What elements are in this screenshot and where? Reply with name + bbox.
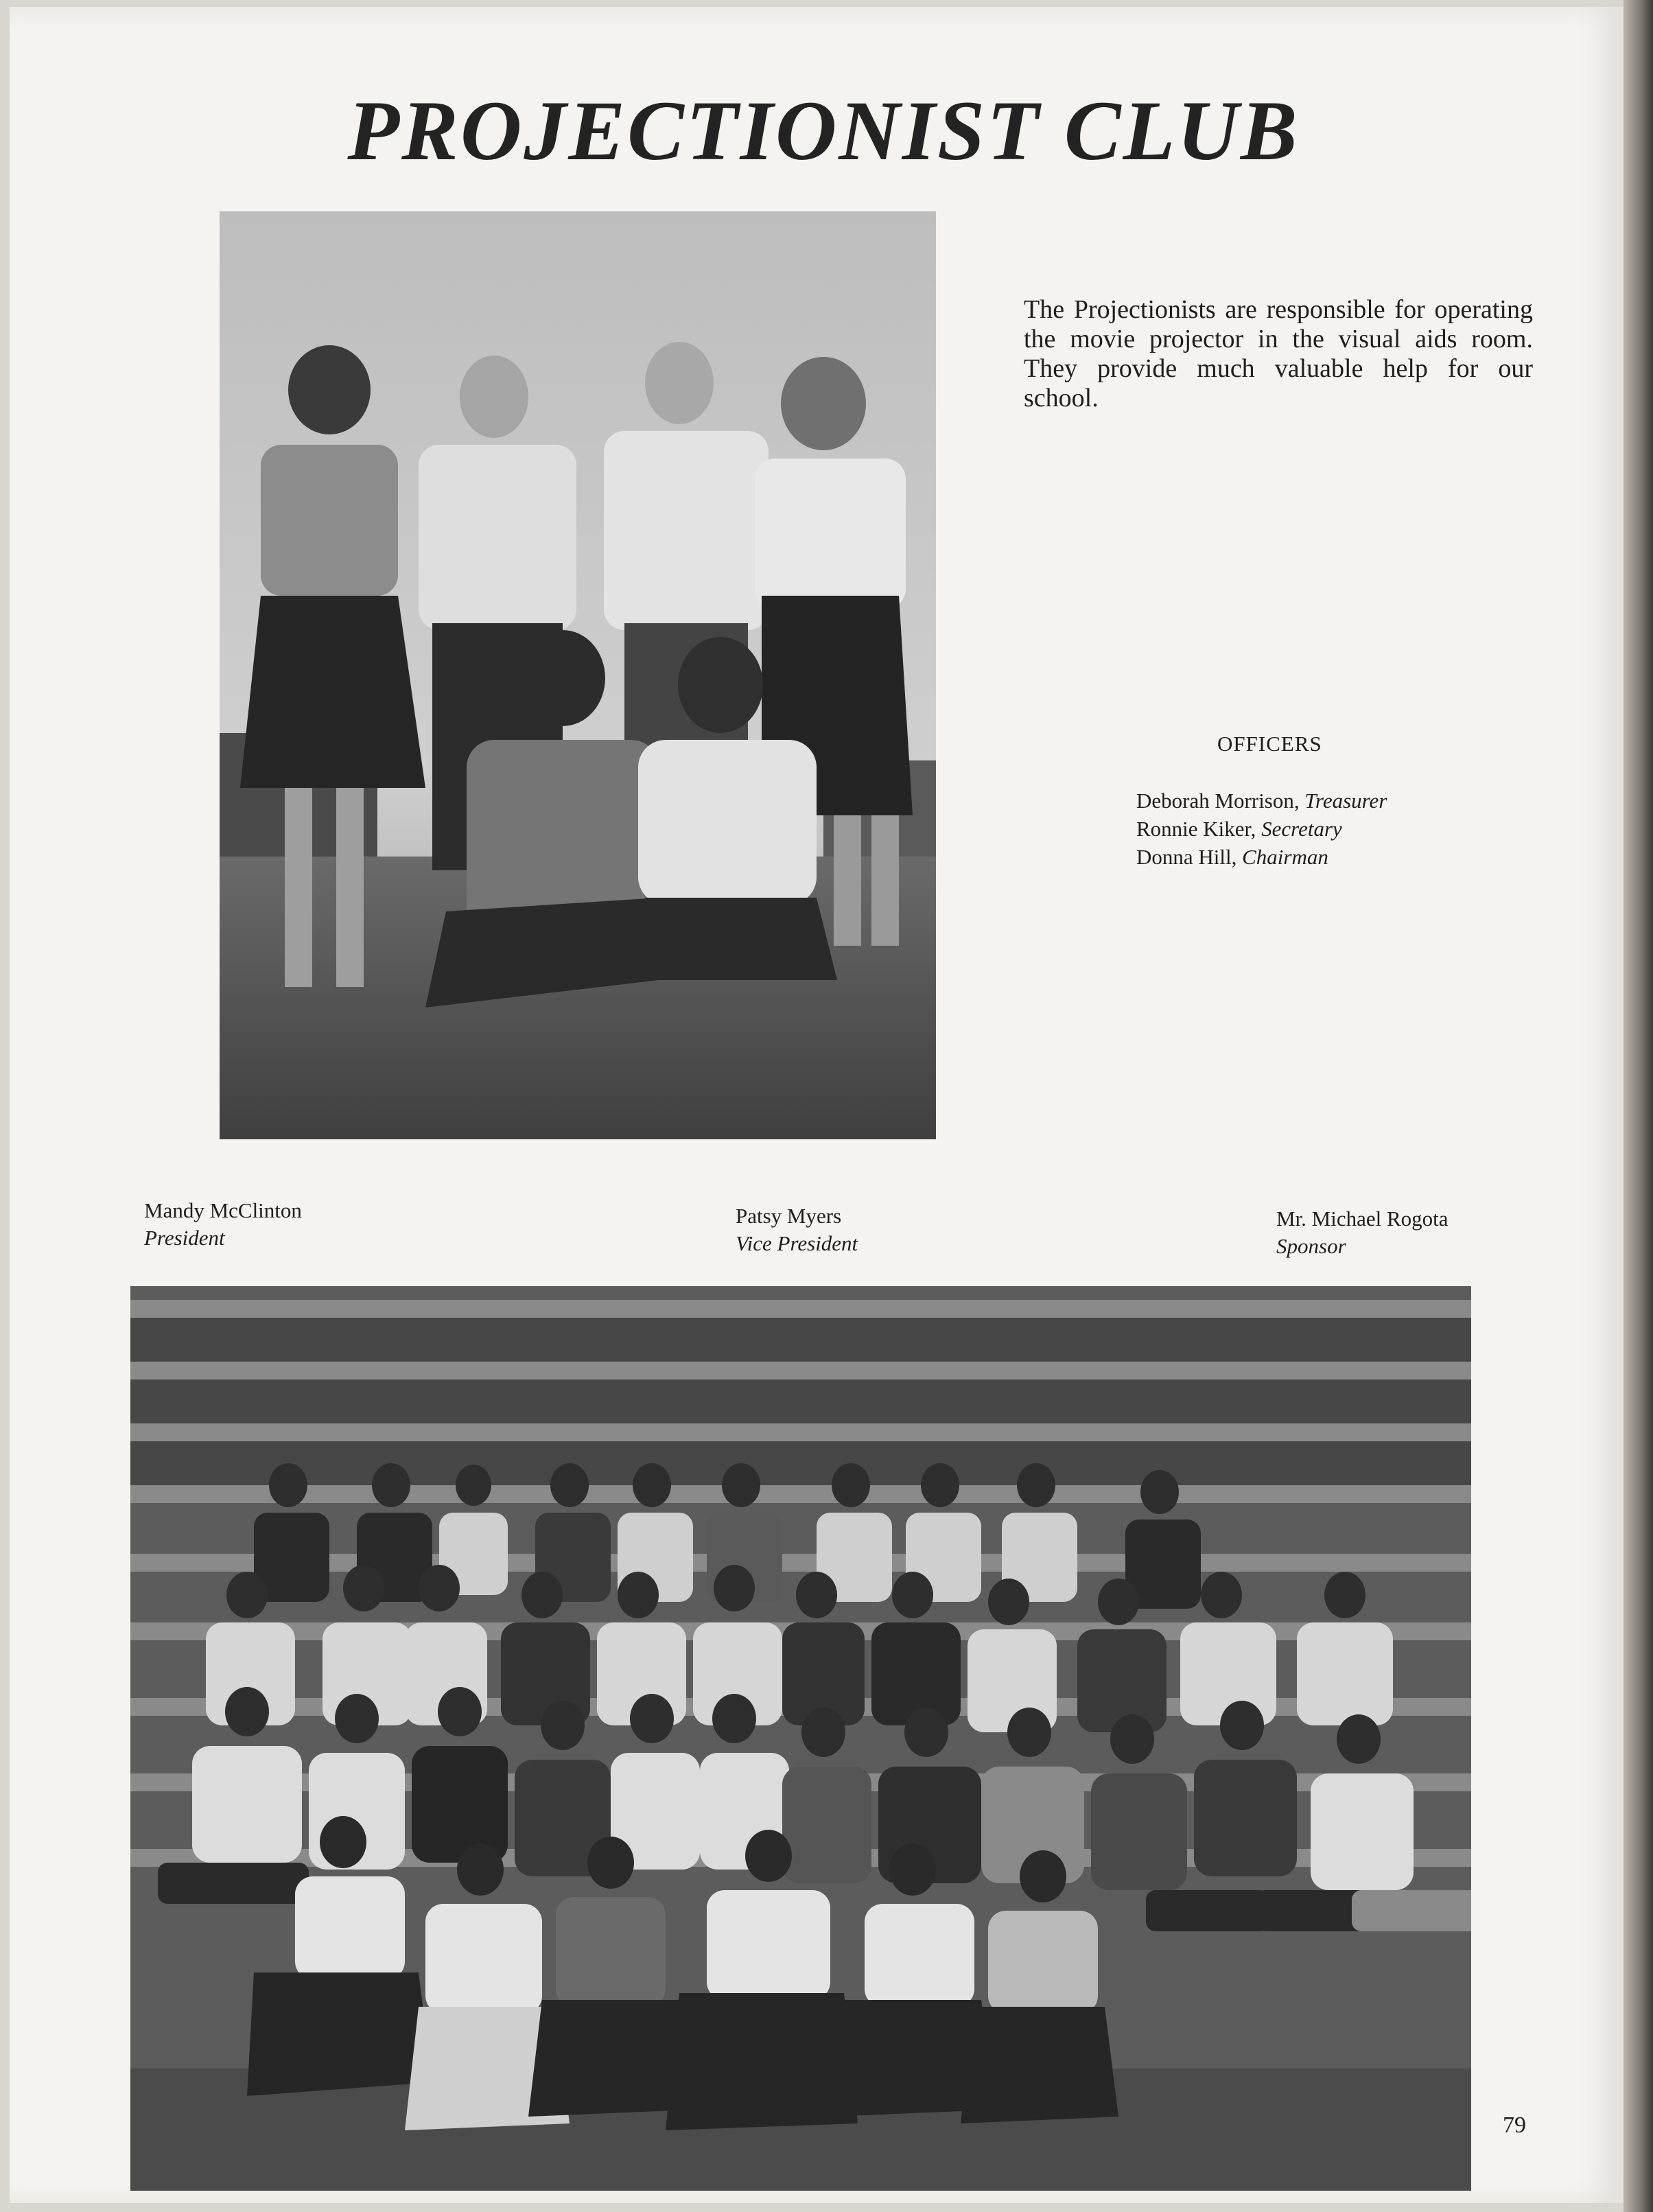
officer-name: Donna Hill, xyxy=(1136,845,1243,869)
officers-photo xyxy=(220,211,936,1139)
caption-role: President xyxy=(144,1226,225,1250)
caption-president xyxy=(144,1197,302,1252)
officers-heading: OFFICERS xyxy=(1217,732,1322,756)
caption-role: Sponsor xyxy=(1276,1234,1346,1258)
officer-name: Deborah Morrison, xyxy=(1136,789,1305,813)
officer-name: Ronnie Kiker, xyxy=(1136,817,1262,841)
caption-sponsor xyxy=(1276,1205,1449,1260)
caption-name: Patsy Myers xyxy=(736,1204,842,1228)
caption-name: Mr. Michael Rogota xyxy=(1276,1207,1449,1231)
club-description: The Projectionists are responsible for operating the movie projector in the visual aids room. They provide much valuable help for our school. xyxy=(1024,295,1533,412)
officer-role: Treasurer xyxy=(1304,789,1387,813)
caption-role: Vice President xyxy=(736,1231,858,1255)
club-group-photo xyxy=(130,1286,1471,2191)
caption-vice-president xyxy=(736,1202,858,1257)
officer-row-treasurer xyxy=(1136,787,1387,815)
page-title: PROJECTIONIST CLUB xyxy=(347,84,1300,178)
officer-row-chairman xyxy=(1136,843,1387,871)
officer-role: Secretary xyxy=(1261,817,1342,841)
book-gutter xyxy=(1623,0,1653,2212)
officers-list xyxy=(1136,787,1387,871)
officer-role: Chairman xyxy=(1242,845,1328,869)
page-number: 79 xyxy=(1503,2112,1526,2138)
officer-row-secretary xyxy=(1136,815,1387,843)
caption-name: Mandy McClinton xyxy=(144,1198,302,1222)
